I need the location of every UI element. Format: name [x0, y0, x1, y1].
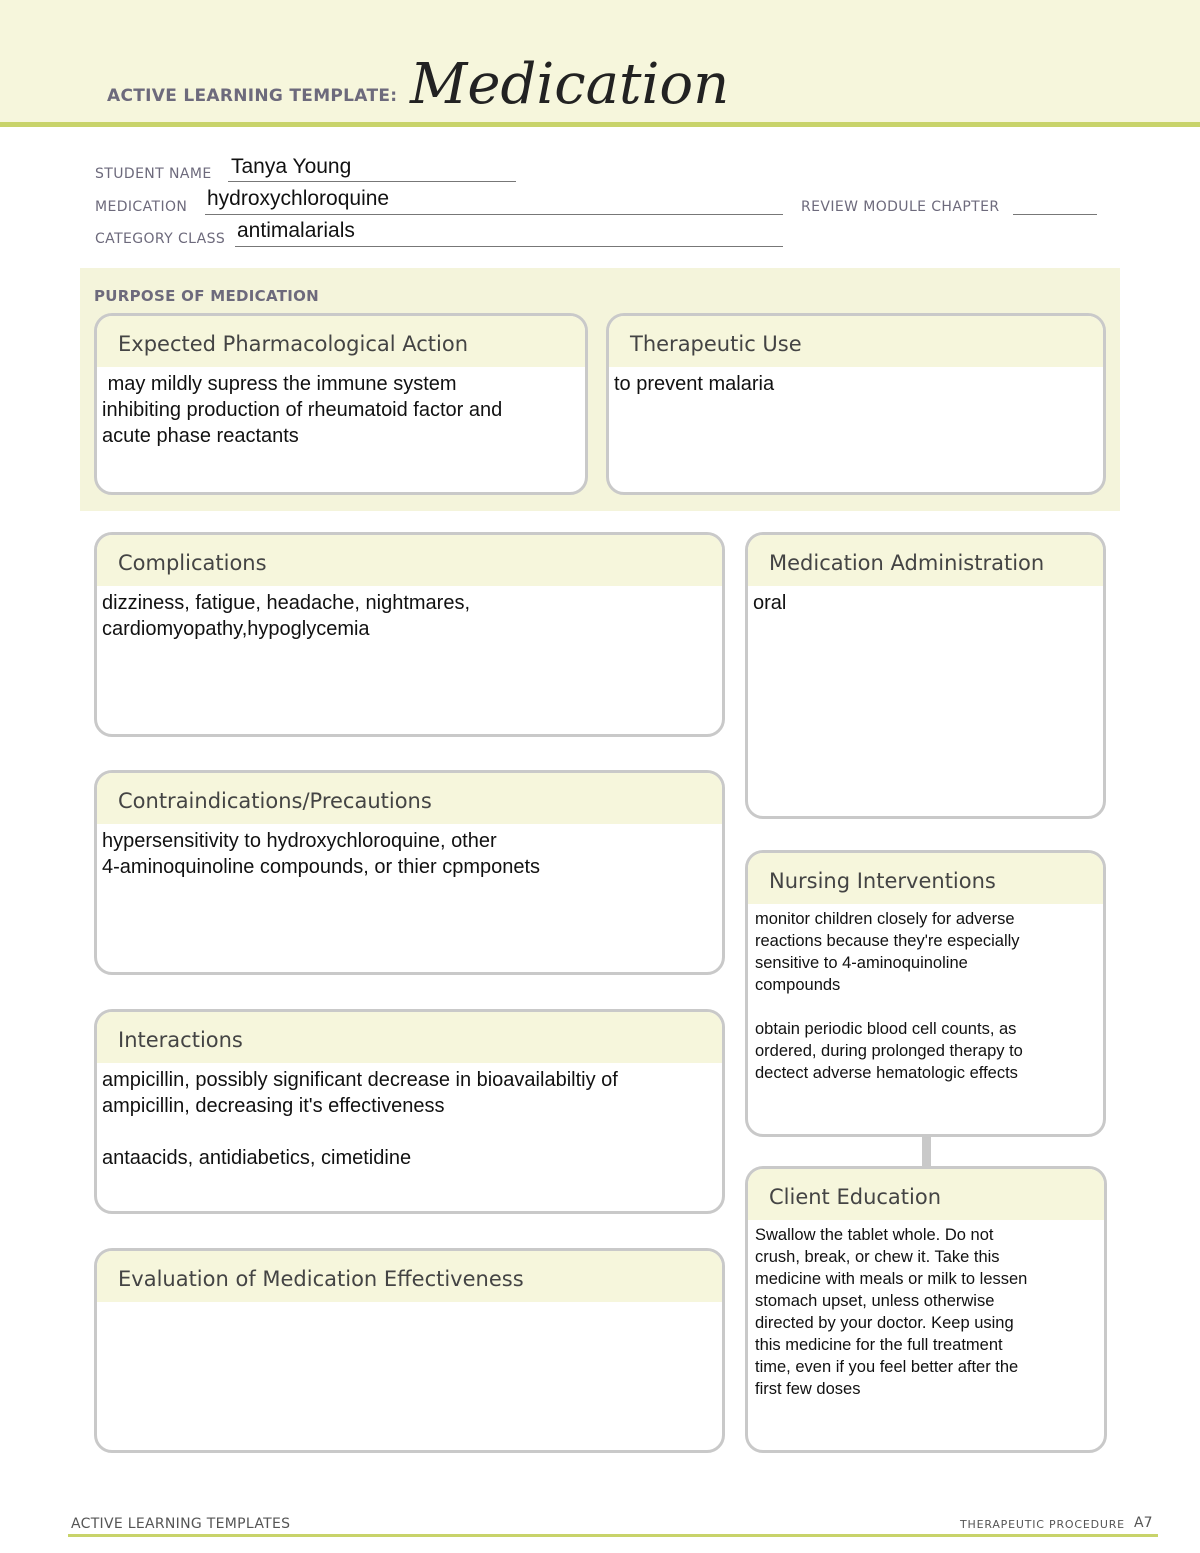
nursing-interventions-title: Nursing Interventions	[748, 853, 1103, 904]
evaluation-text[interactable]	[97, 1302, 722, 1306]
complications-box	[94, 532, 725, 737]
category-class-label: CATEGORY CLASS	[95, 231, 226, 247]
contraindications-text[interactable]: hypersensitivity to hydroxychloroquine, other 4-aminoquinoline compounds, or thier cpmponets	[102, 830, 541, 878]
contraindications-box	[94, 770, 725, 975]
complications-title: Complications	[97, 535, 722, 586]
category-class-field[interactable]: antimalarials	[237, 219, 355, 242]
medication-administration-box	[745, 532, 1106, 819]
interactions-title: Interactions	[97, 1012, 722, 1063]
therapeutic-use-title: Therapeutic Use	[609, 316, 1103, 367]
category-class-line	[235, 246, 783, 247]
nursing-interventions-text[interactable]: monitor children closely for adverse reactions because they're especially sensitive to 4-aminoquinoline compounds obtain periodic blood cell counts, as ordered, during prolonged therapy to dectect adverse hematologic effects	[755, 910, 1023, 1082]
student-name-field[interactable]: Tanya Young	[231, 155, 352, 178]
client-education-box	[745, 1166, 1107, 1453]
expected-action-box	[94, 313, 588, 495]
page-number: A7	[1134, 1515, 1153, 1531]
client-education-text[interactable]: Swallow the tablet whole. Do not crush, break, or chew it. Take this medicine with meals or milk to lessen stomach upset, unless otherwise directed by your doctor. Keep using this medicine for the full treatment time, even if you feel better after the first few doses	[755, 1226, 1028, 1398]
expected-action-title: Expected Pharmacological Action	[97, 316, 585, 367]
client-education-title: Client Education	[748, 1169, 1104, 1220]
nursing-interventions-box	[745, 850, 1106, 1137]
footer-left: ACTIVE LEARNING TEMPLATES	[71, 1516, 291, 1532]
complications-text[interactable]: dizziness, fatigue, headache, nightmares, cardiomyopathy,hypoglycemia	[102, 592, 470, 640]
therapeutic-use-text[interactable]: to prevent malaria	[614, 373, 775, 395]
therapeutic-use-box	[606, 313, 1106, 495]
review-module-line	[1013, 214, 1097, 215]
purpose-title: PURPOSE OF MEDICATION	[94, 287, 320, 305]
review-module-label: REVIEW MODULE CHAPTER	[801, 199, 1000, 215]
page-title: Medication	[410, 52, 730, 117]
evaluation-box	[94, 1248, 725, 1453]
template-label: ACTIVE LEARNING TEMPLATE:	[107, 86, 398, 106]
medication-field[interactable]: hydroxychloroquine	[207, 187, 390, 210]
medication-administration-text[interactable]: oral	[753, 592, 787, 614]
interactions-text[interactable]: ampicillin, possibly significant decrease in bioavailabiltiy of ampicillin, decreasing it's effectiveness antaacids, antidiabetics, cimetidine	[102, 1069, 618, 1169]
medication-administration-title: Medication Administration	[748, 535, 1103, 586]
interactions-box	[94, 1009, 725, 1214]
student-name-line	[228, 181, 516, 182]
evaluation-title: Evaluation of Medication Effectiveness	[97, 1251, 722, 1302]
contraindications-title: Contraindications/Precautions	[97, 773, 722, 824]
expected-action-text[interactable]: may mildly supress the immune system inhibiting production of rheumatoid factor and acute phase reactants	[102, 373, 503, 447]
footer-rule	[68, 1534, 1158, 1537]
medication-line	[205, 214, 783, 215]
footer-right: THERAPEUTIC PROCEDURE	[960, 1518, 1125, 1531]
box-connector	[922, 1135, 931, 1167]
student-name-label: STUDENT NAME	[95, 166, 212, 182]
header-rule	[0, 122, 1200, 127]
medication-label: MEDICATION	[95, 199, 188, 215]
